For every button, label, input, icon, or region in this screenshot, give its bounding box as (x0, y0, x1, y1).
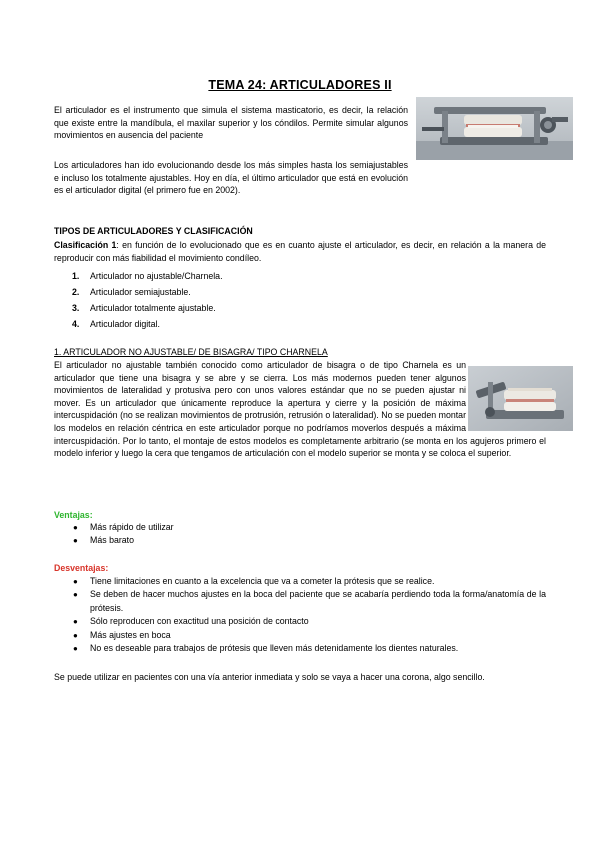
bullet: ● (73, 630, 78, 640)
list-item (72, 268, 223, 284)
intro-paragraph-1: El articulador es el instrumento que simula el sistema masticatorio, es decir, la relación que existe entre la mandíbula, el maxilar superior y los cóndilos. Permite simular algunos movimientos en ausencia del paciente (54, 105, 408, 141)
list-item-number: 1. (72, 271, 80, 281)
bullet: ● (73, 523, 78, 532)
bullet: ● (73, 617, 78, 627)
types-list (72, 268, 223, 332)
ventajas-label: Ventajas: (54, 510, 93, 520)
page-title: TEMA 24: ARTICULADORES II (208, 78, 392, 92)
list-item (72, 575, 546, 588)
bullet: ● (73, 590, 78, 600)
list-item-number: 3. (72, 303, 80, 313)
list-item (72, 615, 546, 628)
list-item-number: 4. (72, 319, 80, 329)
desventajas-list (72, 575, 546, 655)
list-item-text: Más ajustes en boca (90, 629, 171, 640)
classification-label: Clasificación 1 (54, 240, 117, 250)
list-item-text: Sólo reproducen con exactitud una posición de contacto (90, 616, 309, 627)
list-item (72, 642, 546, 655)
section1-heading: 1. ARTICULADOR NO AJUSTABLE/ DE BISAGRA/ TIPO CHARNELA (54, 347, 328, 357)
list-item-text: Articulador digital. (90, 319, 160, 329)
list-item (72, 534, 174, 547)
list-item (72, 300, 223, 316)
bullet: ● (73, 644, 78, 654)
types-heading: TIPOS DE ARTICULADORES Y CLASIFICACIÓN (54, 226, 253, 236)
list-item (72, 316, 223, 332)
list-item (72, 629, 546, 642)
intro-paragraph-2: Los articuladores han ido evolucionando desde los más simples hasta los semiajustables e incluso los totalmente ajustables. Hoy en día, el último articulador que está en evolución es el articulador digital (el primero fue en 2002). (54, 160, 408, 196)
section1-body (54, 359, 546, 460)
list-item-text: Articulador semiajustable. (90, 287, 191, 297)
bullet: ● (73, 577, 78, 586)
ventajas-list (72, 521, 174, 548)
list-item-text: Se deben de hacer muchos ajustes en la boca del paciente que se acabaría perdiendo toda la forma/anatomía de la prótesis. (90, 589, 546, 613)
list-item (72, 521, 174, 534)
list-item (72, 284, 223, 300)
desventajas-label: Desventajas: (54, 563, 109, 573)
photo-spacer (466, 359, 546, 433)
bullet: ● (73, 536, 78, 546)
articulator-photo (416, 97, 573, 160)
list-item-text: Articulador totalmente ajustable. (90, 303, 216, 313)
list-item-text: Más barato (90, 535, 135, 546)
closing-paragraph: Se puede utilizar en pacientes con una vía anterior inmediata y solo se vaya a hacer una corona, algo sencillo. (54, 672, 485, 682)
list-item-text: Más rápido de utilizar (90, 522, 174, 532)
list-item (72, 588, 546, 615)
list-item-number: 2. (72, 287, 80, 297)
classification-text: : en función de lo evolucionado que es en cuanto ajuste el articulador, es decir, en relación a la manera de reproducir con más fiabilidad el movimiento condíleo. (54, 240, 546, 263)
classification-paragraph (54, 239, 546, 264)
list-item-text: Tiene limitaciones en cuanto a la excelencia que va a cometer la prótesis que se realice. (90, 576, 435, 586)
list-item-text: No es deseable para trabajos de prótesis que lleven más detenidamente los dientes naturales. (90, 643, 459, 654)
list-item-text: Articulador no ajustable/Charnela. (90, 271, 223, 281)
section1-body-text: El articulador no ajustable también conocido como articulador de bisagra o de tipo Charnela es un articulador que tiene una bisagra y se abre y se cierra. Los más modernos pueden tener algunos movimientos de lateralidad y protusiva pero con unos valores estándar que no se pueden ajustar ni mover. Es un articulador que únicamente reproduce la apertura y cierre y la posición de máxima intercuspidación (no se realizan movimientos de protrusión, retrusión o lateralidad). No se pueden montar los modelos en relación céntrica en este articulador porque no podríamos moverlos después a máxima intercuspidación. Por lo tanto, el montaje de estos modelos es completamente arbitrario (se monta en los agujeros primero el modelo inferior y luego la cera que tengamos de articulación con el modelo superior se monta y se coloca el superior. (54, 360, 546, 459)
